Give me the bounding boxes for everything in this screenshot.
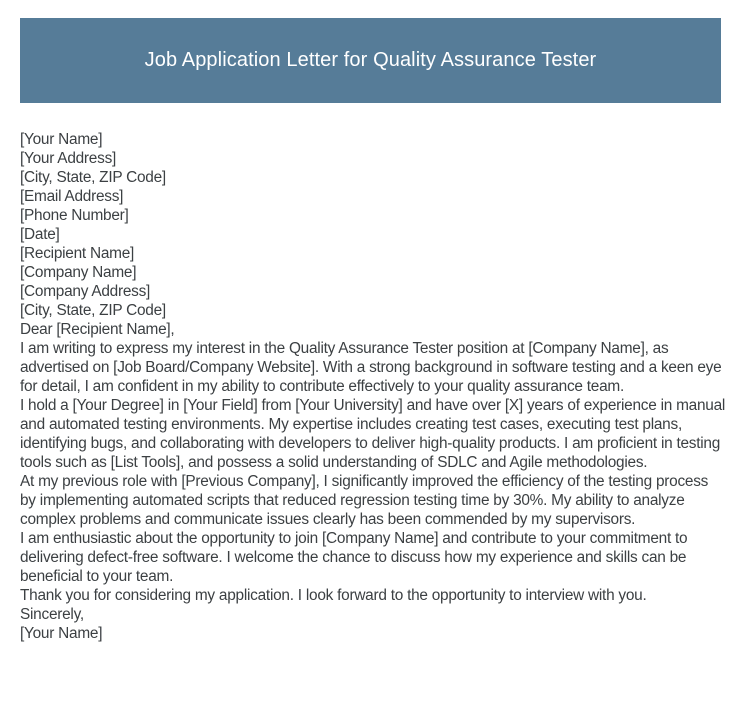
- letter-paragraph: I hold a [Your Degree] in [Your Field] from [Your University] and have over [X] years of experience in manual and automated testing environments. My expertise includes creating test cases, executing test plans, identifying bugs, and collaborating with developers to deliver high-quality products. I am proficient in testing tools such as [List Tools], and possess a solid understanding of SDLC and Agile methodologies.: [20, 397, 726, 471]
- letter-paragraph: Thank you for considering my application. I look forward to the opportunity to interview with you.: [20, 587, 647, 604]
- letter-address-line: Dear [Recipient Name],: [20, 321, 175, 338]
- letter-address-line: [Date]: [20, 226, 60, 243]
- letter-address-line: [Phone Number]: [20, 207, 129, 224]
- letter-address-line: [Your Address]: [20, 150, 117, 167]
- letter-address-line: [Your Name]: [20, 131, 103, 148]
- letter-body: [20, 130, 726, 643]
- letter-closing-line: Sincerely,: [20, 606, 84, 623]
- letter-address-line: [Email Address]: [20, 188, 124, 205]
- letter-address-line: [Recipient Name]: [20, 245, 135, 262]
- letter-address-line: [Company Address]: [20, 283, 151, 300]
- letter-address-line: [City, State, ZIP Code]: [20, 302, 166, 319]
- page-title: Job Application Letter for Quality Assurance Tester: [144, 49, 597, 71]
- letter-paragraph: At my previous role with [Previous Company], I significantly improved the efficiency of the testing process by implementing automated scripts that reduced regression testing time by 30%. My ability to analyze complex problems and communicate issues clearly has been commended by my supervisors.: [20, 473, 709, 528]
- letter-closing-line: [Your Name]: [20, 625, 103, 642]
- letter-paragraph: I am enthusiastic about the opportunity to join [Company Name] and contribute to your commitment to delivering defect-free software. I welcome the chance to discuss how my experience and skills can be beneficial to your team.: [20, 530, 688, 585]
- letter-closing-block: [20, 605, 726, 643]
- letter-address-line: [Company Name]: [20, 264, 137, 281]
- title-banner: [20, 18, 721, 103]
- letter-paragraphs: [20, 339, 726, 605]
- letter-address-block: [20, 130, 726, 339]
- letter-address-line: [City, State, ZIP Code]: [20, 169, 166, 186]
- letter-paragraph: I am writing to express my interest in the Quality Assurance Tester position at [Company Name], as advertised on [Job Board/Company Website]. With a strong background in software testing and a keen eye for detail, I am confident in my ability to contribute effectively to your quality assurance team.: [20, 340, 722, 395]
